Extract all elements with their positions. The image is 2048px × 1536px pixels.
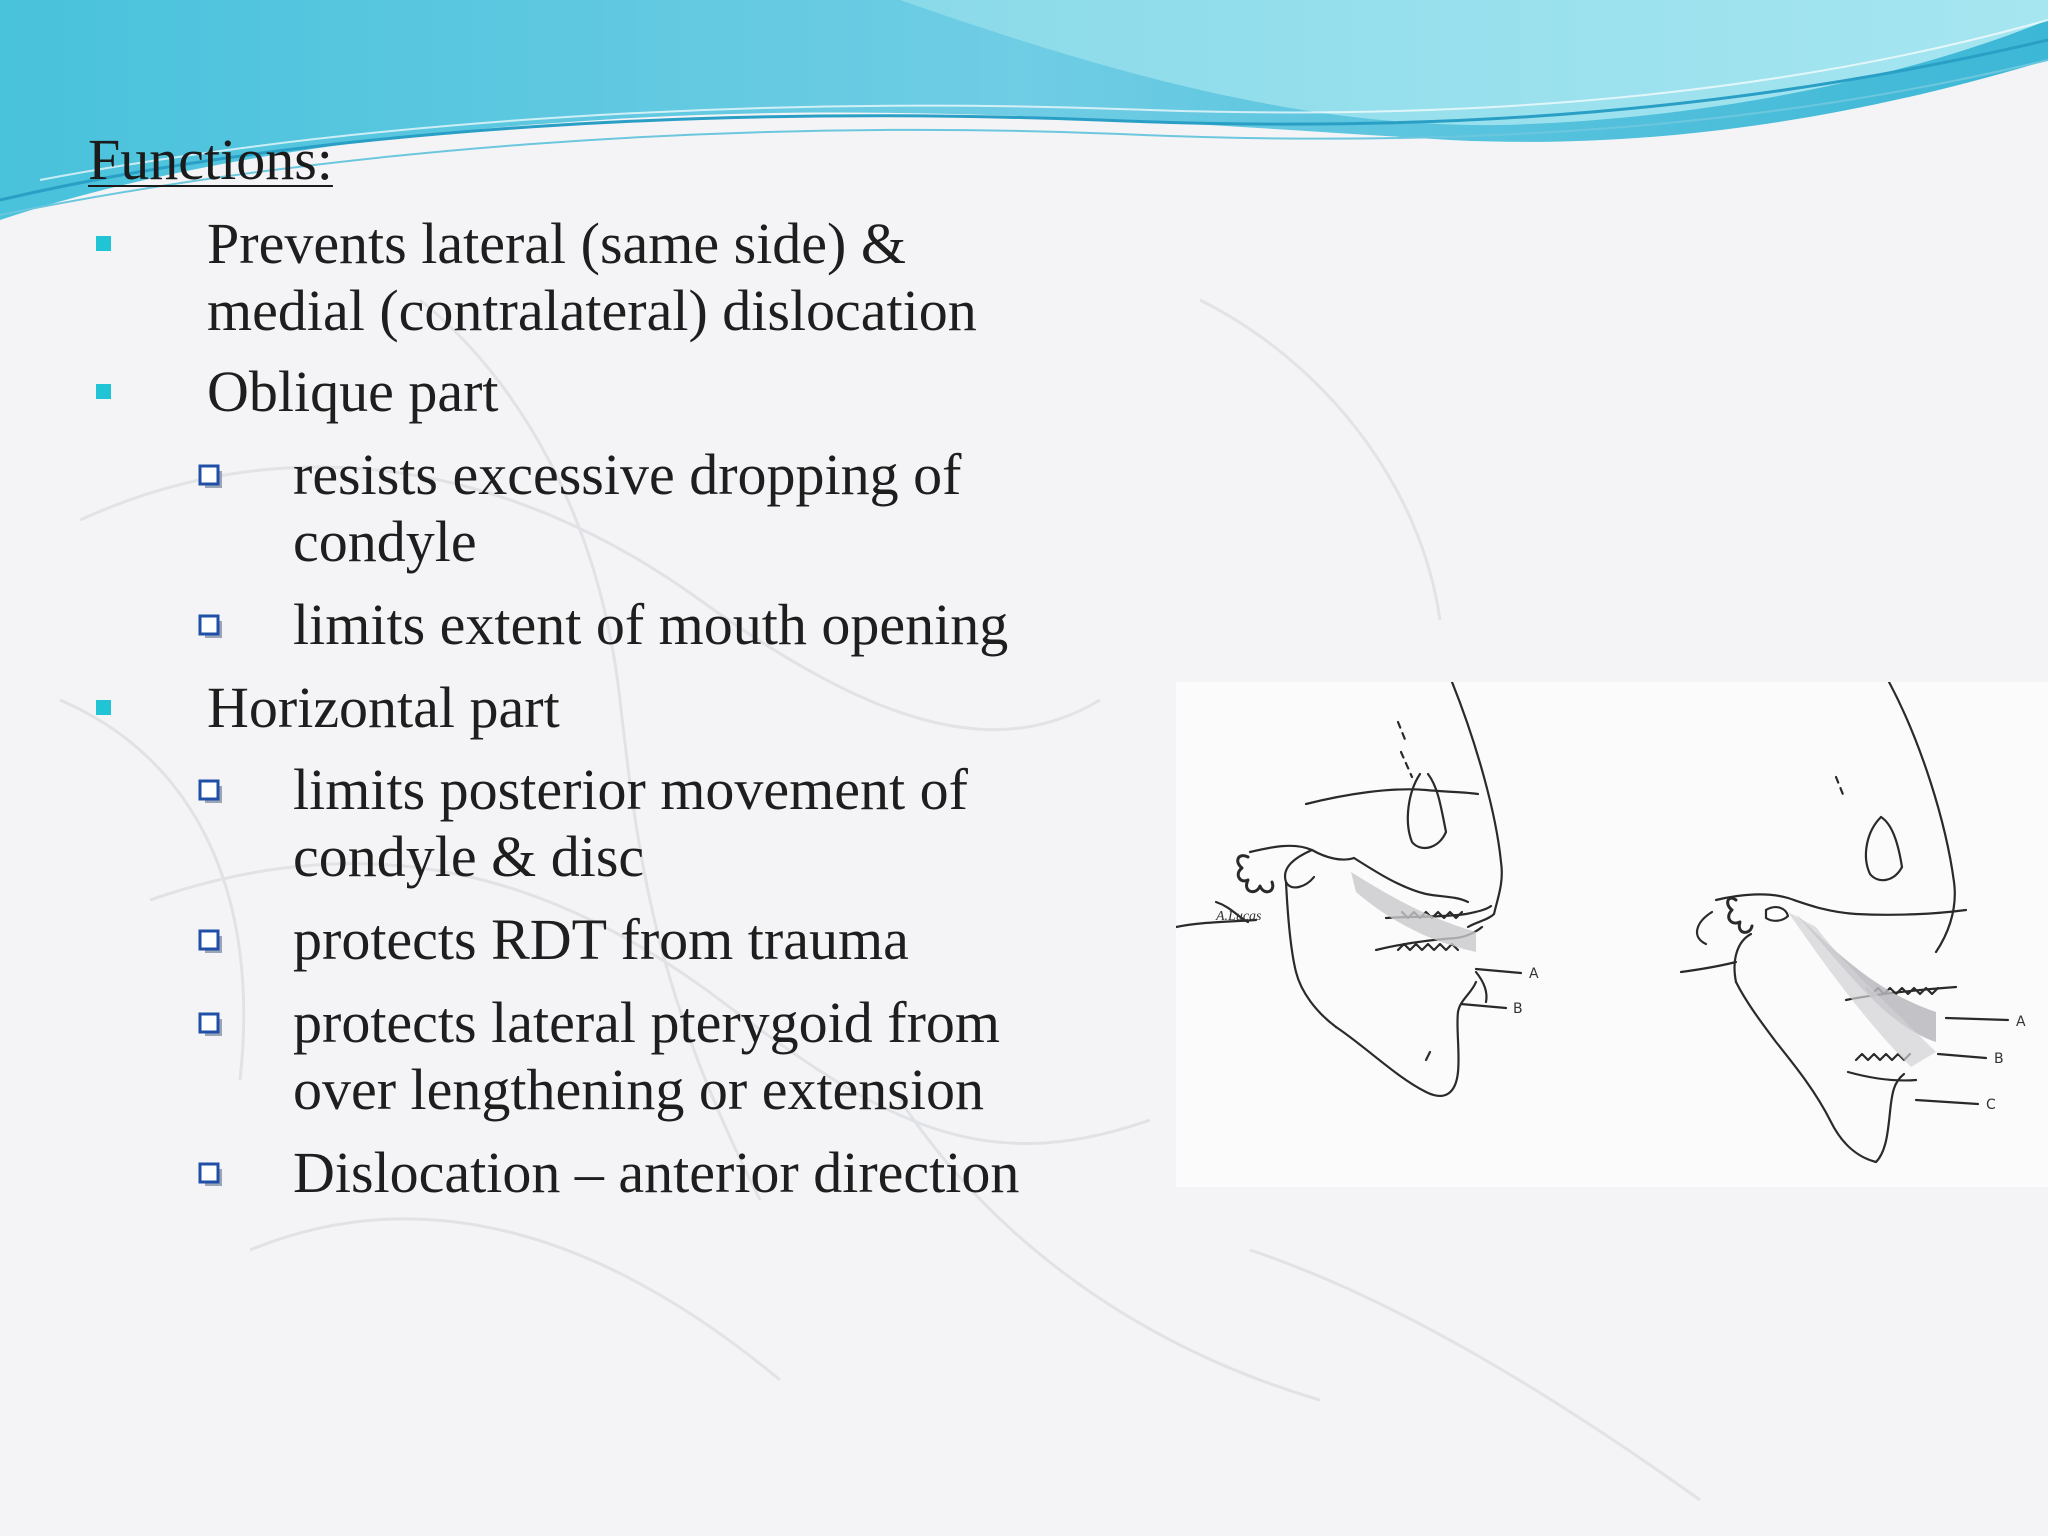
bullet-line: Horizontal part xyxy=(207,675,560,740)
bullet-line: medial (contralateral) dislocation xyxy=(207,278,977,343)
checkbox-bullet-icon xyxy=(198,614,224,640)
bullet-line: protects RDT from trauma xyxy=(293,907,909,972)
figure-label-right-b: B xyxy=(1994,1051,2004,1067)
figure-label-left-a: A xyxy=(1529,966,1539,982)
bullet-square-icon xyxy=(96,384,111,399)
figure-label-left-b: B xyxy=(1513,1001,1523,1017)
bullet-line: Dislocation – anterior direction xyxy=(293,1140,1020,1205)
checkbox-bullet-icon xyxy=(198,779,224,805)
figure-label-right-a: A xyxy=(2016,1014,2026,1030)
bullet-square-icon xyxy=(96,700,111,715)
header-wave-decoration xyxy=(0,0,2048,240)
checkbox-bullet-icon xyxy=(198,1162,224,1188)
checkbox-bullet-icon xyxy=(198,929,224,955)
bullet-line: Prevents lateral (same side) & xyxy=(207,211,906,276)
bullet-line: limits extent of mouth opening xyxy=(293,592,1009,657)
slide-heading: Functions: xyxy=(88,127,333,192)
bullet-line: limits posterior movement of xyxy=(293,757,968,822)
bullet-line: over lengthening or extension xyxy=(293,1057,984,1122)
jaw-diagram xyxy=(1176,682,2048,1187)
bullet-line: protects lateral pterygoid from xyxy=(293,990,1001,1055)
bullet-line: resists excessive dropping of xyxy=(293,442,962,507)
bullet-square-icon xyxy=(96,236,111,251)
jaw-illustration xyxy=(1176,682,2048,1187)
svg-text:A.Lucas: A.Lucas xyxy=(1216,909,1262,924)
bullet-line: Oblique part xyxy=(207,359,499,424)
bullet-line: condyle & disc xyxy=(293,824,645,889)
bullet-line: condyle xyxy=(293,509,477,574)
checkbox-bullet-icon xyxy=(198,1012,224,1038)
right-skull-drawing xyxy=(1681,682,1966,1162)
checkbox-bullet-icon xyxy=(198,464,224,490)
figure-label-right-c: C xyxy=(1986,1097,1996,1113)
